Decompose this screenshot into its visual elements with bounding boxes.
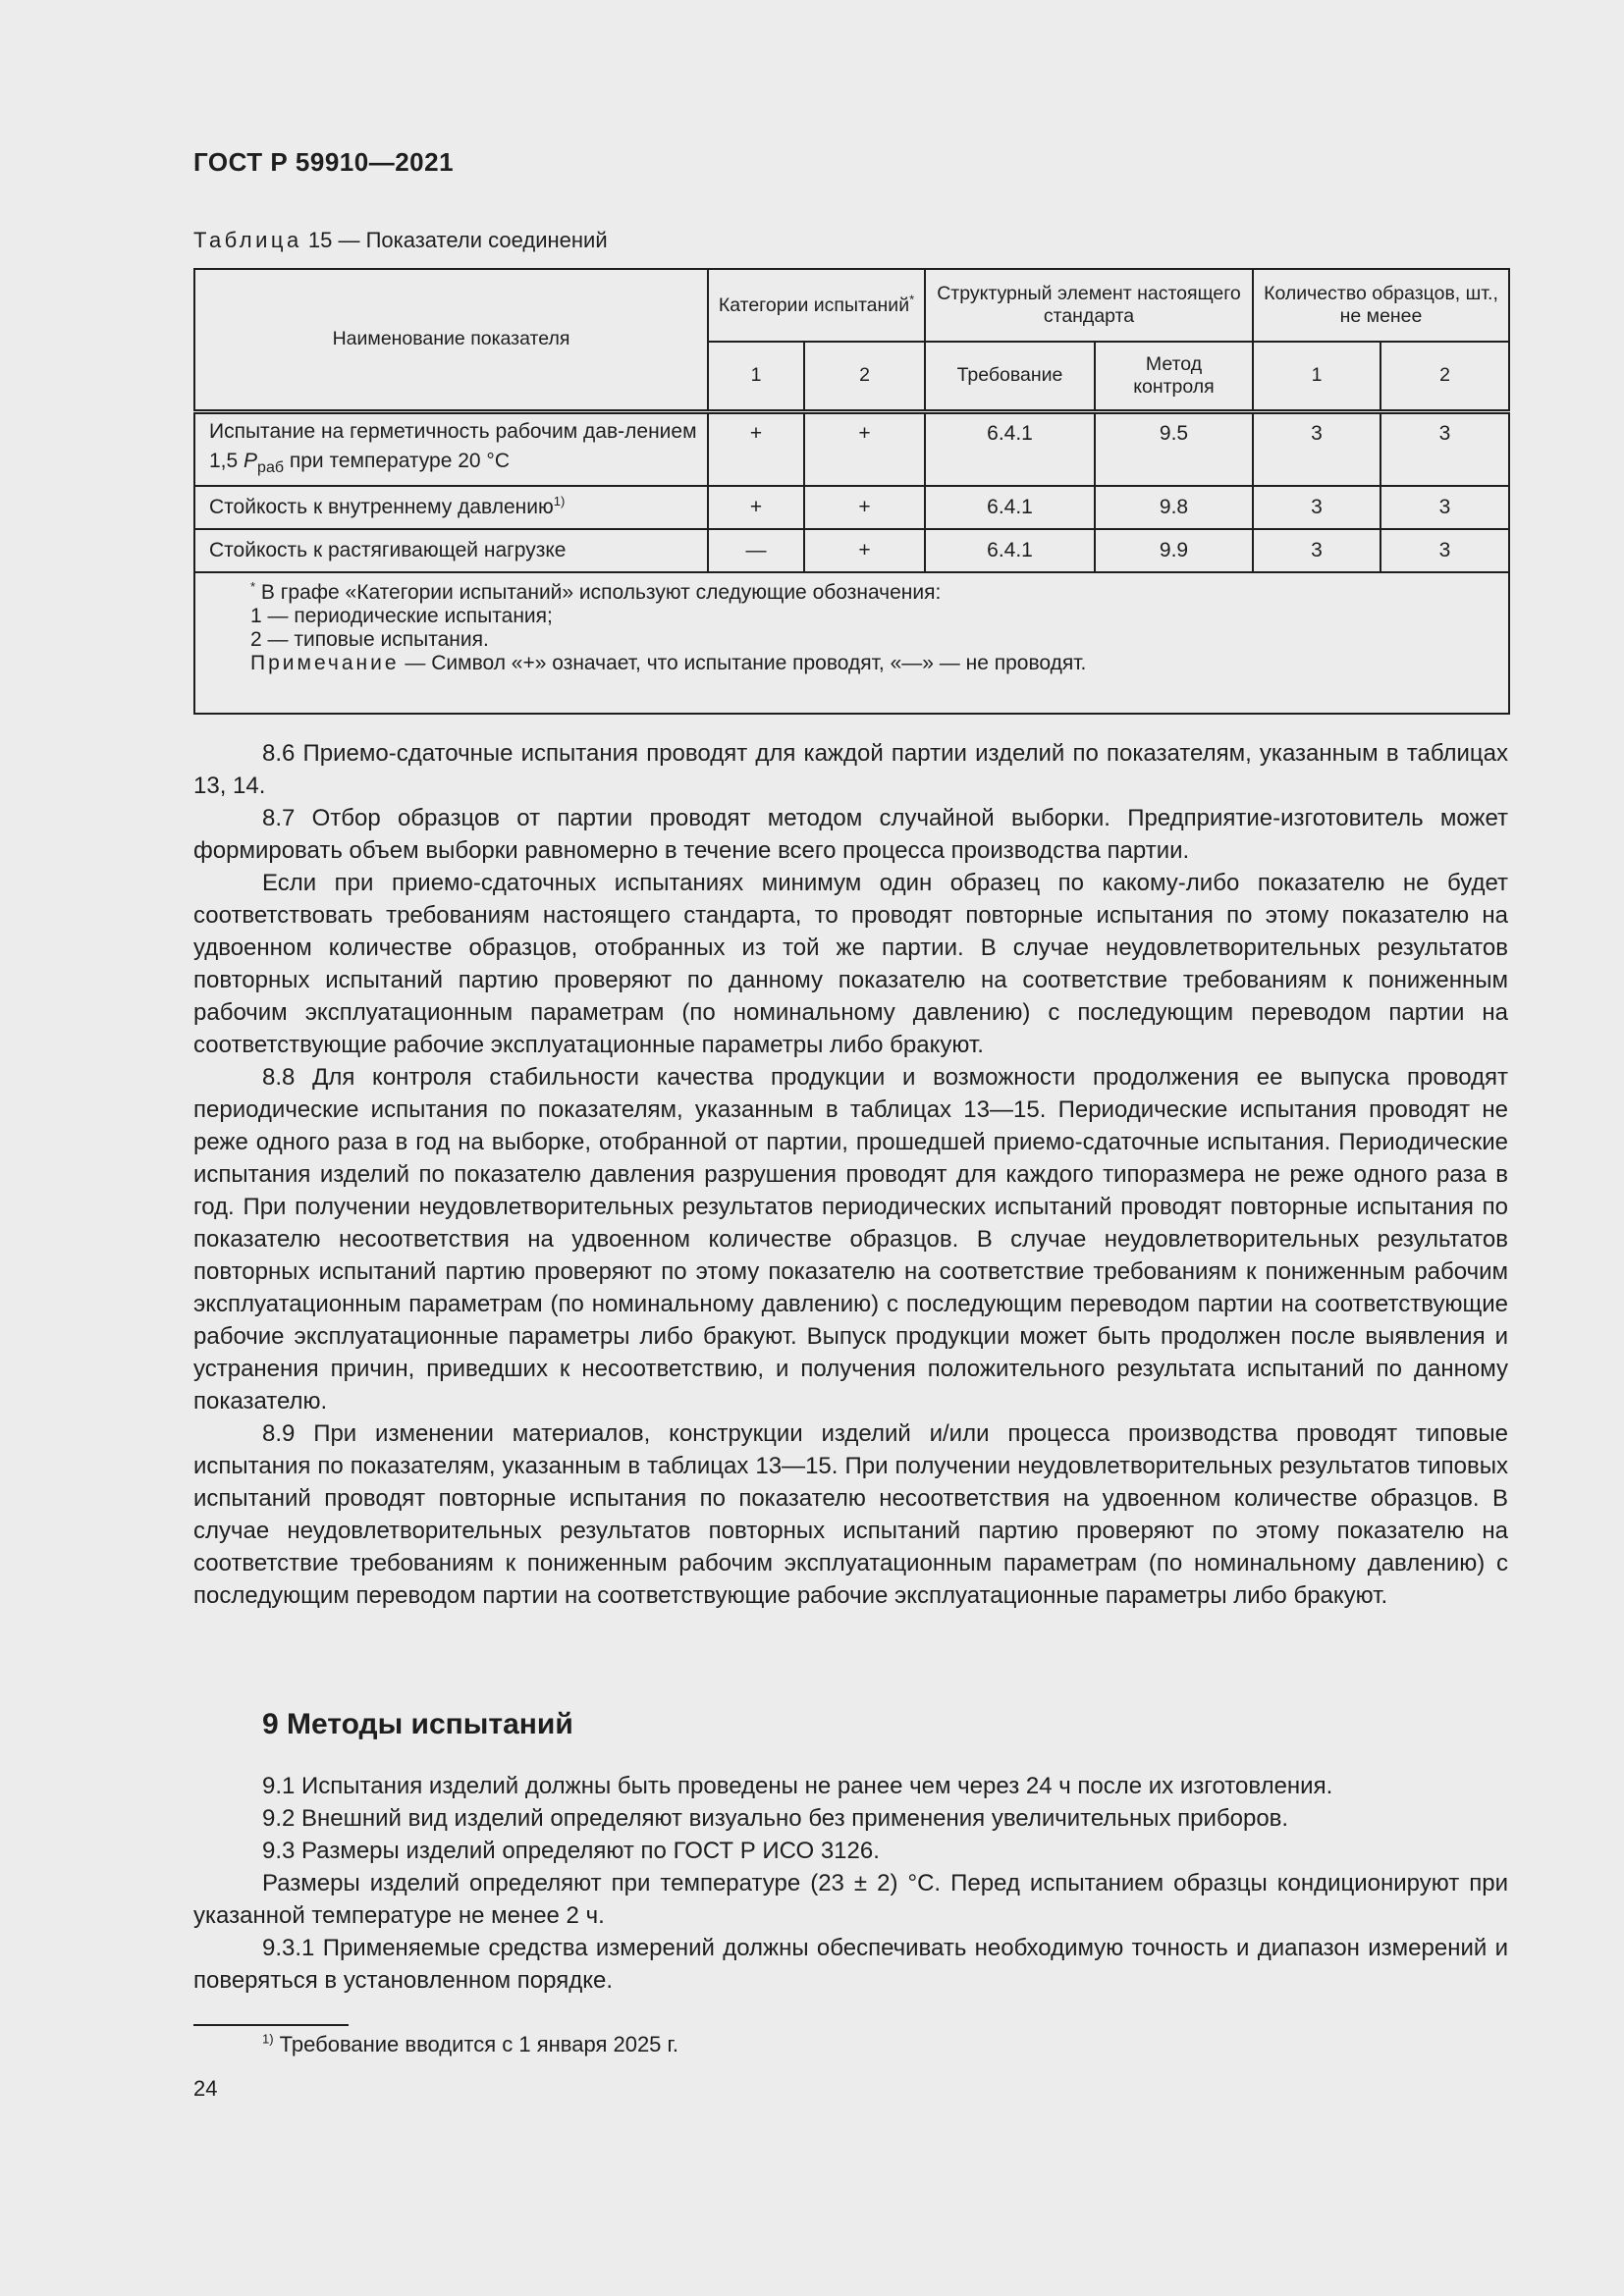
paragraph-9-3-continued: Размеры изделий определяют при температуре (23 ± 2) °С. Перед испытанием образцы кондиционируют при указанной температуре не менее 2 ч. [193, 1870, 1508, 1929]
row-indicator-name: Стойкость к внутреннему давлению$^{1)}$ [194, 486, 708, 529]
row-samples-2: 3 [1380, 529, 1509, 572]
row-samples-1: 3 [1253, 529, 1380, 572]
indicators-table [193, 268, 1510, 715]
header-sample-count: Количество образцов, шт., не менее [1253, 269, 1509, 342]
row-control-method: 9.5 [1095, 411, 1253, 486]
section-9-text [193, 1770, 1508, 1997]
paragraph-9-1: 9.1 Испытания изделий должны быть проведены не ранее чем через 24 ч после их изготовления. [262, 1773, 1333, 1799]
paragraph-8-6: 8.6 Приемо-сдаточные испытания проводят для каждой партии изделий по показателям, указанным в таблицах 13, 14. [193, 740, 1508, 799]
table-caption [193, 228, 608, 253]
table-row [194, 411, 1509, 486]
paragraph-9-2: 9.2 Внешний вид изделий определяют визуально без применения увеличительных приборов. [262, 1805, 1289, 1832]
header-category-1: 1 [708, 342, 804, 411]
row-category-2: + [804, 486, 925, 529]
header-samples-2: 2 [1380, 342, 1509, 411]
paragraph-8-7: 8.7 Отбор образцов от партии проводят методом случайной выборки. Предприятие-изготовитель может формировать объем выборки равномерно в течение всего процесса производства партии. [193, 805, 1508, 864]
table-notes-row [194, 572, 1509, 714]
page-number: 24 [193, 2076, 218, 2101]
row-indicator-name: Испытание на герметичность рабочим дав-лением 1,5 $P_{раб}$ при температуре 20 °С [194, 411, 708, 486]
paragraph-8-7-continued: Если при приемо-сдаточных испытаниях минимум один образец по какому-либо показателю не будет соответствовать требованиям настоящего стандарта, то проводят повторные испытания по этому показателю на удвоенном количестве образцов, отобранных из той же партии. В случае неудовлетворительных результатов повторных испытаний партию проверяют по данному показателю на соответствие требованиям к пониженным рабочим эксплуатационным параметрам (по номинальному давлению) с последующим переводом партии на соответствующие рабочие эксплуатационные параметры либо бракуют. [193, 870, 1508, 1058]
row-samples-2: 3 [1380, 411, 1509, 486]
header-indicator-name: Наименование показателя [194, 269, 708, 411]
row-control-method: 9.8 [1095, 486, 1253, 529]
header-control-method: Метод контроля [1095, 342, 1253, 411]
header-structural-element: Структурный элемент настоящего стандарта [925, 269, 1253, 342]
row-category-2: + [804, 411, 925, 486]
row-control-method: 9.9 [1095, 529, 1253, 572]
note-category-2: 2 — типовые испытания. [250, 628, 489, 651]
table-row [194, 529, 1509, 572]
note-legend: * В графе «Категории испытаний» используют следующие обозначения: [250, 579, 942, 604]
header-category-2: 2 [804, 342, 925, 411]
row-category-1: + [708, 411, 804, 486]
row-category-1: + [708, 486, 804, 529]
table-caption-title: 15 — Показатели соединений [301, 228, 608, 252]
paragraph-8-9: 8.9 При изменении материалов, конструкции изделий и/или процесса производства проводят типовые испытания по показателям, указанным в таблицах 13—15. При получении неудовлетворительных результатов типовых испытаний проводят повторные испытания по показателю несоответствия на удвоенном количестве образцов. В случае неудовлетворительных результатов повторных испытаний партию проверяют по этому показателю на соответствие требованиям к пониженным рабочим эксплуатационным параметрам (по номинальному давлению) с последующим переводом партии на соответствующие рабочие эксплуатационные параметры либо бракуют. [193, 1420, 1508, 1609]
row-requirement: 6.4.1 [925, 411, 1095, 486]
row-samples-1: 3 [1253, 486, 1380, 529]
row-samples-1: 3 [1253, 411, 1380, 486]
paragraph-8-8: 8.8 Для контроля стабильности качества продукции и возможности продолжения ее выпуска проводят периодические испытания по показателям, указанным в таблицах 13—15. Периодические испытания проводят не реже одного раза в год на выборке, отобранной от партии, прошедшей приемо-сдаточные испытания. Периодические испытания изделий по показателю давления разрушения проводят для каждого типоразмера не реже одного раза в год. При получении неудовлетворительных результатов периодических испытаний проводят повторные испытания по показателю несоответствия на удвоенном количестве образцов. В случае неудовлетворительных результатов повторных испытаний партию проверяют по этому показателю на соответствие требованиям к пониженным рабочим эксплуатационным параметрам (по номинальному давлению) с последующим переводом партии на соответствующие рабочие эксплуатационные параметры либо бракуют. Выпуск продукции может быть продолжен после выявления и устранения причин, приведших к несоответствию, и получения положительного результата испытаний по данному показателю. [193, 1064, 1508, 1415]
row-requirement: 6.4.1 [925, 486, 1095, 529]
table-notes [194, 572, 1509, 714]
row-category-2: + [804, 529, 925, 572]
header-test-categories: Категории испытаний* [708, 269, 925, 342]
header-requirement: Требование [925, 342, 1095, 411]
document-header: ГОСТ Р 59910—2021 [193, 147, 455, 177]
note-category-1: 1 — периодические испытания; [250, 605, 553, 627]
row-indicator-name: Стойкость к растягивающей нагрузке [194, 529, 708, 572]
paragraph-9-3: 9.3 Размеры изделий определяют по ГОСТ Р ИСО 3126. [262, 1838, 880, 1864]
header-samples-1: 1 [1253, 342, 1380, 411]
row-samples-2: 3 [1380, 486, 1509, 529]
section-9-heading: 9 Методы испытаний [262, 1708, 573, 1740]
note-remark: Примечание — Символ «+» означает, что испытание проводят, «—» — не проводят. [250, 652, 1087, 674]
footnote-divider [193, 2024, 349, 2026]
row-requirement: 6.4.1 [925, 529, 1095, 572]
row-category-1: — [708, 529, 804, 572]
table-row [194, 486, 1509, 529]
paragraph-9-3-1: 9.3.1 Применяемые средства измерений должны обеспечивать необходимую точность и диапазон измерений и поверяться в установленном порядке. [193, 1935, 1508, 1994]
section-8-text [193, 737, 1508, 1612]
table-caption-label: Таблица [193, 228, 302, 252]
footnote: $^{1)}$ Требование вводится с 1 января 2025 г. [262, 2031, 678, 2056]
